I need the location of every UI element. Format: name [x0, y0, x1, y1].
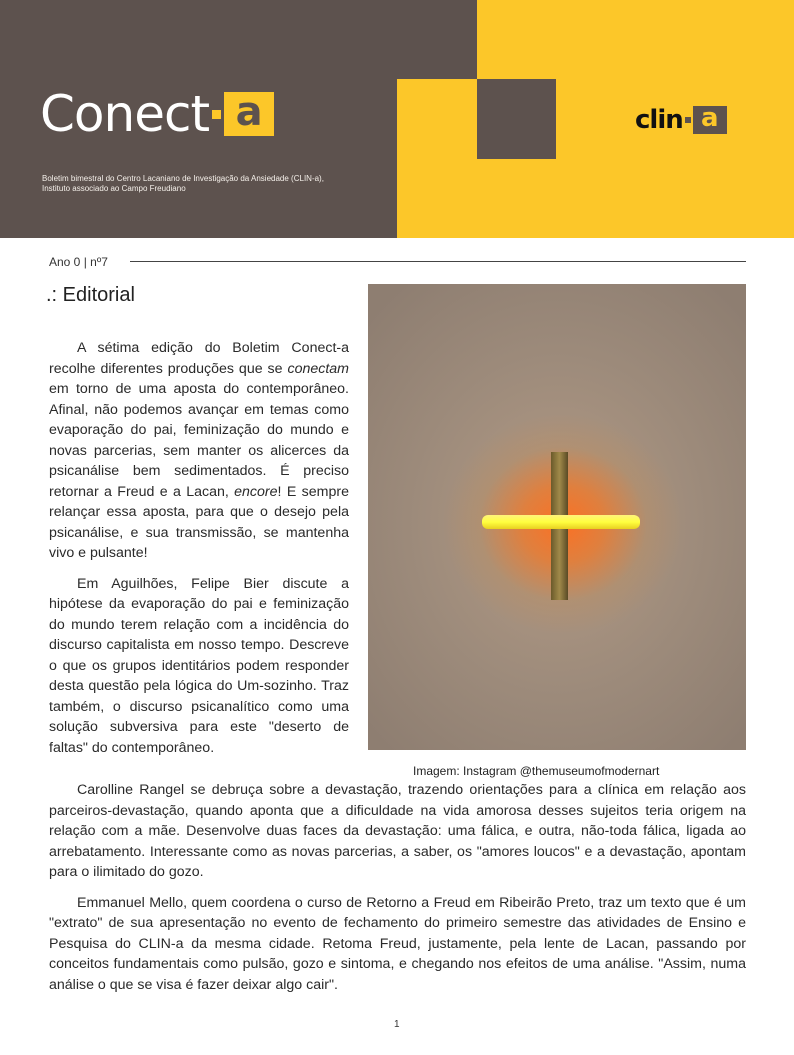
emphasis: conectam [287, 360, 349, 377]
clina-logo-dot [685, 117, 691, 123]
editorial-column [49, 338, 349, 768]
decor-square [397, 159, 477, 238]
logo-text: Conect [40, 85, 210, 143]
logo-dot [212, 110, 221, 119]
horizontal-tube [482, 515, 640, 529]
clina-logo [635, 105, 727, 135]
neon-artwork-image [368, 284, 746, 750]
section-title: .: Editorial [46, 284, 135, 306]
paragraph [49, 338, 349, 564]
page-number: 1 [394, 1019, 400, 1030]
image-caption: Imagem: Instagram @themuseumofmodernart [413, 764, 660, 778]
issue-number: Ano 0 | nº7 [49, 255, 108, 269]
paragraph: Carolline Rangel se debruça sobre a devastação, trazendo orientações para a clínica em relação aos parceiros-devastação, quando aponta que a dificuldade na vida amorosa desses sujeitos teria origem na relação com a mãe. Desenvolve duas faces da devastação: uma fálica, e outra, não-toda fálica, ligada ao arrebatamento. Interessante como as novas parcerias, a saber, os "amores loucos" e a devastação, apontam para o ilimitado do gozo. [49, 782, 746, 880]
clina-logo-a-box: a [693, 106, 727, 134]
text-run: em torno de uma aposta do contemporâneo. Afinal, não podemos avançar em temas como evaporação do pai, feminização do mundo e novas parcerias, sem manter os alicerces da psicanálise bem sedimentados. É preciso retornar a Freud e a Lacan, [49, 381, 349, 500]
divider [130, 261, 746, 262]
paragraph: Em Aguilhões, Felipe Bier discute a hipótese da evaporação do pai e feminização do mundo terem relação com a incidência do discurso capitalista em nosso tempo. Descreve o que os grupos identitários podem responder desta questão pela lógica do Um-sozinho. Traz também, o discurso psicanalítico como uma solução subversiva para este "deserto de faltas" do contemporâneo. [49, 575, 349, 756]
header-subtitle [42, 174, 382, 194]
emphasis: encore [234, 483, 278, 500]
logo-a-box: a [224, 92, 274, 136]
neon-cross-illustration [368, 284, 746, 750]
decor-square [397, 79, 477, 159]
header-banner [0, 0, 794, 238]
logo-mark [212, 89, 274, 136]
decor-square [477, 79, 556, 159]
text-run: A sétima edição do Boletim Conect-a recolhe diferentes produções que se [49, 340, 349, 377]
subtitle-line: Boletim bimestral do Centro Lacaniano de Investigação da Ansiedade (CLIN-a), [42, 174, 324, 183]
conecta-logo [40, 84, 274, 144]
paragraph: Emmanuel Mello, quem coordena o curso de Retorno a Freud em Ribeirão Preto, traz um texto que é um "extrato" de sua apresentação no evento de fechamento do primeiro semestre das atividades de Ensino e Pesquisa do CLIN-a da mesma cidade. Retoma Freud, justamente, pela lente de Lacan, passando por conceitos fundamentais como pulsão, gozo e sintoma, e chegando nos efeitos de uma análise. "Assim, numa análise o que se visa é fazer deixar algo cair". [49, 894, 746, 993]
clina-logo-text: clin [635, 105, 683, 135]
editorial-continued [49, 780, 746, 1005]
text-run: ! E sempre relançar essa aposta, para que o desejo pela psicanálise, e sua transmissão, se mantenha vivo e pulsante! [49, 483, 349, 561]
subtitle-line: Instituto associado ao Campo Freudiano [42, 184, 186, 193]
